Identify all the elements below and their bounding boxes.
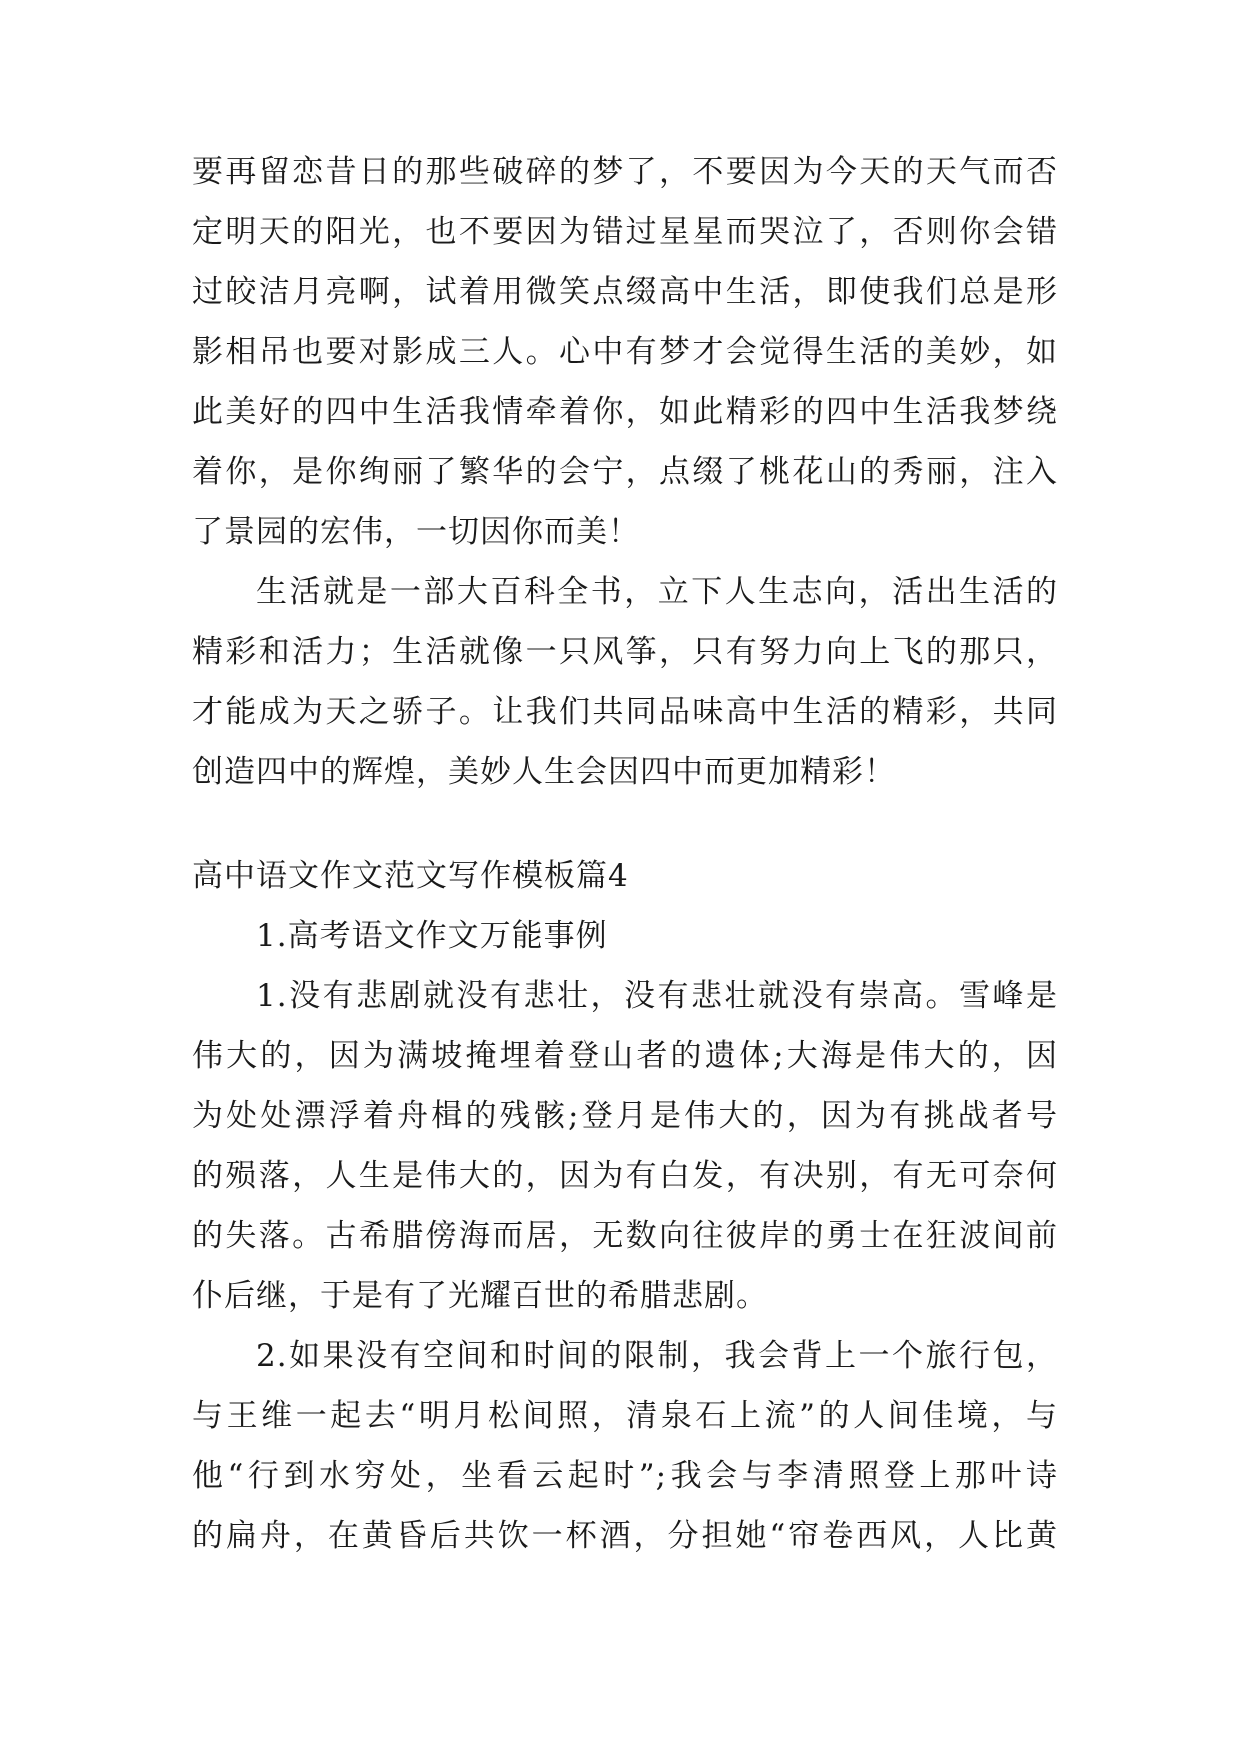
text-line: 着你，是你绚丽了繁华的会宁，点缀了桃花山的秀丽，注入 [192,454,1058,490]
paragraph-1 [192,142,1058,562]
section-title: 高中语文作文范文写作模板篇4 [192,858,629,894]
text-line: 了景园的宏伟，一切因你而美！ [192,514,640,550]
text-line: 生活就是一部大百科全书，立下人生志向，活出生活的 [256,574,1058,610]
text-line: 仆后继，于是有了光耀百世的希腊悲剧。 [192,1278,768,1314]
text-line: 他“行到水穷处，坐看云起时”;我会与李清照登上那叶诗 [192,1458,1058,1494]
paragraph-2 [192,562,1058,802]
example-2 [192,1326,1058,1566]
text-line: 精彩和活力；生活就像一只风筝，只有努力向上飞的那只， [192,634,1058,670]
document-page [192,142,1058,1566]
text-line: 伟大的，因为满坡掩埋着登山者的遗体;大海是伟大的，因 [192,1038,1058,1074]
text-line: 创造四中的辉煌，美妙人生会因四中而更加精彩！ [192,754,896,790]
text-line: 过皎洁月亮啊，试着用微笑点缀高中生活，即使我们总是形 [192,274,1058,310]
text-line: 影相吊也要对影成三人。心中有梦才会觉得生活的美妙，如 [192,334,1058,370]
text-line: 1.没有悲剧就没有悲壮，没有悲壮就没有崇高。雪峰是 [256,978,1058,1014]
text-line: 2.如果没有空间和时间的限制，我会背上一个旅行包， [256,1338,1058,1374]
example-1 [192,966,1058,1326]
text-line: 的失落。古希腊傍海而居，无数向往彼岸的勇士在狂波间前 [192,1218,1058,1254]
text-line: 为处处漂浮着舟楫的残骸;登月是伟大的，因为有挑战者号 [192,1098,1058,1134]
text-line: 定明天的阳光，也不要因为错过星星而哭泣了，否则你会错 [192,214,1058,250]
text-line: 的殒落，人生是伟大的，因为有白发，有决别，有无可奈何 [192,1158,1058,1194]
text-line: 要再留恋昔日的那些破碎的梦了，不要因为今天的天气而否 [192,154,1058,190]
text-line: 才能成为天之骄子。让我们共同品味高中生活的精彩，共同 [192,694,1058,730]
text-line: 此美好的四中生活我情牵着你，如此精彩的四中生活我梦绕 [192,394,1058,430]
text-line: 的扁舟，在黄昏后共饮一杯酒，分担她“帘卷西风，人比黄 [192,1518,1058,1554]
subheading: 1.高考语文作文万能事例 [256,918,608,954]
text-line: 与王维一起去“明月松间照，清泉石上流”的人间佳境，与 [192,1398,1058,1434]
